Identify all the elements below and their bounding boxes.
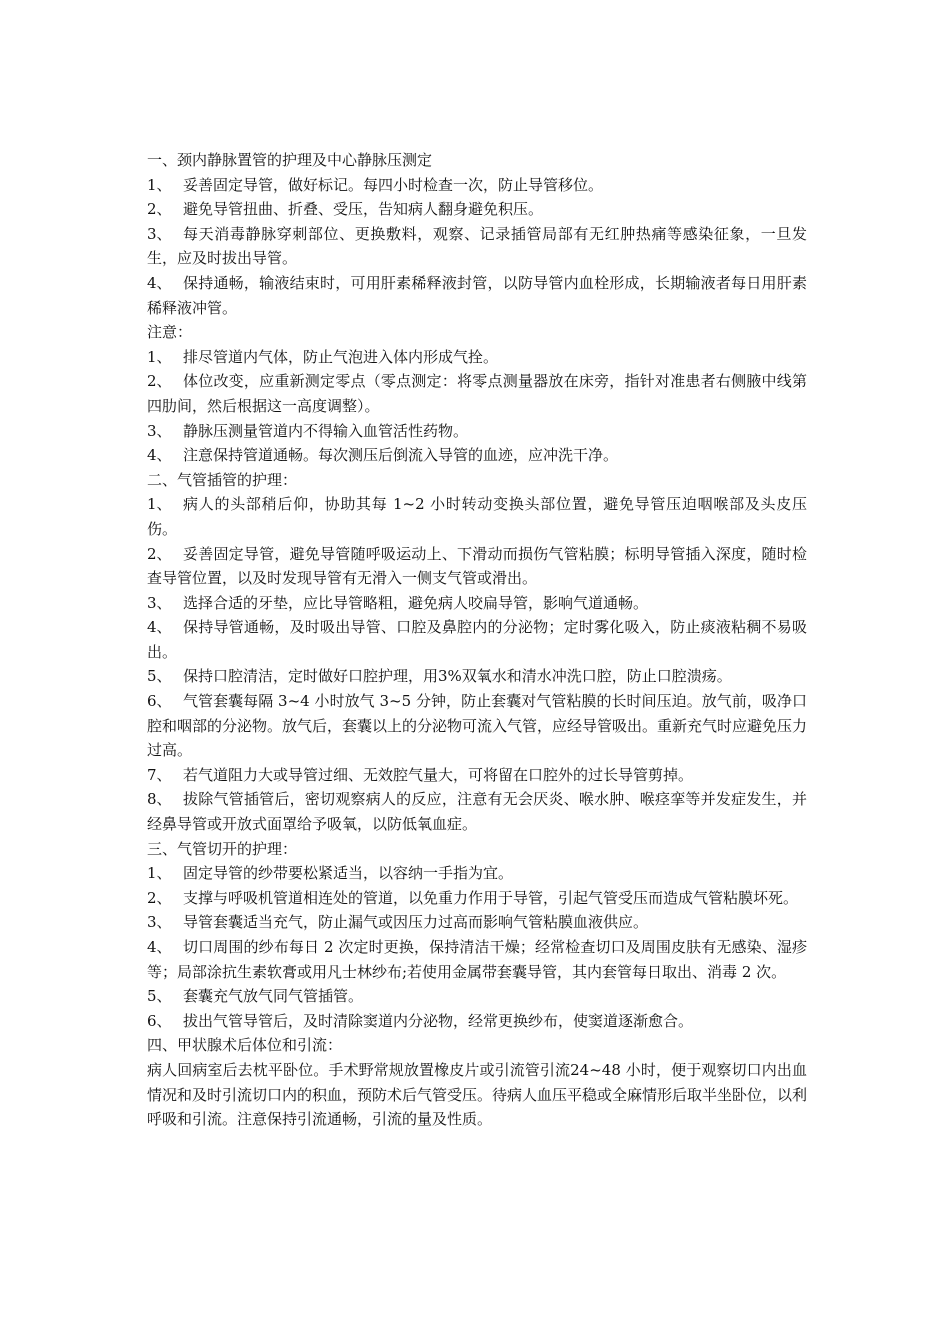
list-item [147, 443, 807, 468]
item-number: 1、 [147, 864, 172, 883]
item-text: 静脉压测量管道内不得输入血管活性药物。 [183, 421, 469, 440]
item-text: 切口周围的纱布每日 2 次定时更换，保持清洁干燥；经常检查切口及周围皮肤有无感染、湿疹等；局部涂抗生素软膏或用凡士林纱布;若使用金属带套囊导管，其内套管每日取出、消毒 2 次。 [147, 938, 807, 981]
item-number: 3、 [147, 593, 172, 612]
item-number: 4、 [147, 938, 172, 956]
item-number: 1、 [147, 347, 172, 366]
list-item [147, 173, 807, 198]
list-item [147, 222, 807, 271]
section-4-heading: 四、甲状腺术后体位和引流： [147, 1036, 343, 1055]
item-text: 妥善固定导管，做好标记。每四小时检查一次，防止导管移位。 [183, 175, 604, 194]
item-text: 支撑与呼吸机管道相连处的管道，以免重力作用于导管，引起气管受压而造成气管粘膜坏死。 [183, 888, 799, 907]
item-number: 5、 [147, 667, 172, 686]
item-number: 4、 [147, 446, 172, 465]
list-item [147, 910, 807, 935]
item-number: 4、 [147, 273, 172, 292]
list-item [147, 984, 807, 1009]
item-text: 选择合适的牙垫，应比导管略粗，避免病人咬扁导管，影响气道通畅。 [183, 593, 649, 612]
item-text: 排尽管道内气体，防止气泡进入体内形成气拴。 [183, 347, 499, 366]
list-item [147, 935, 807, 984]
note-heading: 注意： [147, 323, 193, 342]
item-number: 3、 [147, 224, 172, 243]
item-number: 8、 [147, 790, 172, 809]
list-item [147, 271, 807, 320]
item-number: 2、 [147, 372, 172, 391]
item-number: 2、 [147, 544, 172, 563]
section-4-paragraph: 病人回病室后去枕平卧位。手术野常规放置橡皮片或引流管引流24~48 小时，便于观察切口内出血情况和及时引流切口内的积血，预防术后气管受压。待病人血压平稳或全麻情形后取半坐卧位，以利呼吸和引流。注意保持引流通畅，引流的量及性质。 [147, 1060, 808, 1129]
item-number: 1、 [147, 175, 172, 194]
item-text: 体位改变，应重新测定零点（零点测定：将零点测量器放在床旁，指针对准患者右侧腋中线第四肋间，然后根据这一高度调整）。 [147, 372, 807, 415]
item-text: 若气道阻力大或导管过细、无效腔气量大，可将留在口腔外的过长导管剪掉。 [183, 765, 694, 784]
item-text: 拔出气管导管后，及时清除窦道内分泌物，经常更换纱布，使窦道逐渐愈合。 [183, 1011, 694, 1030]
item-number: 2、 [147, 200, 172, 219]
item-number: 5、 [147, 987, 172, 1006]
item-text: 注意保持管道通畅。每次测压后倒流入导管的血迹，应冲洗干净。 [183, 446, 619, 465]
item-text: 保持导管通畅，及时吸出导管、口腔及鼻腔内的分泌物；定时雾化吸入，防止痰液粘稠不易吸出。 [147, 618, 807, 661]
list-item [147, 542, 807, 591]
list-item [147, 861, 807, 886]
list-item [147, 1009, 807, 1034]
item-number: 3、 [147, 421, 172, 440]
document-body [147, 148, 807, 1132]
item-number: 4、 [147, 618, 172, 637]
item-number: 7、 [147, 765, 172, 784]
item-text: 保持通畅，输液结束时，可用肝素稀释液封管，以防导管内血栓形成，长期输液者每日用肝素稀释液冲管。 [147, 273, 807, 317]
item-text: 妥善固定导管，避免导管随呼吸运动上、下滑动而损伤气管粘膜；标明导管插入深度，随时检查导管位置，以及时发现导管有无滑入一侧支气管或滑出。 [147, 544, 807, 588]
item-text: 固定导管的纱带要松紧适当，以容纳一手指为宜。 [183, 864, 514, 883]
item-number: 2、 [147, 888, 172, 907]
list-item [147, 615, 807, 664]
list-item [147, 492, 807, 541]
list-item [147, 787, 807, 836]
item-text: 导管套囊适当充气，防止漏气或因压力过高而影响气管粘膜血液供应。 [183, 913, 649, 932]
list-item [147, 345, 807, 370]
section-1-heading: 一、颈内静脉置管的护理及中心静脉压测定 [147, 151, 433, 169]
list-item [147, 664, 807, 689]
item-text: 每天消毒静脉穿刺部位、更换敷料，观察、记录插管局部有无红肿热痛等感染征象，一旦发生，应及时拔出导管。 [147, 224, 807, 268]
list-item [147, 591, 807, 616]
item-text: 套囊充气放气同气管插管。 [183, 987, 364, 1006]
list-item [147, 689, 807, 763]
list-item [147, 197, 807, 222]
list-item [147, 419, 807, 444]
item-number: 1、 [147, 495, 172, 514]
item-number: 6、 [147, 692, 172, 711]
section-3-heading: 三、气管切开的护理： [147, 839, 298, 858]
item-text: 气管套囊每隔 3~4 小时放气 3~5 分钟，防止套囊对气管粘膜的长时间压迫。放气前，吸净口腔和咽部的分泌物。放气后，套囊以上的分泌物可流入气管，应经导管吸出。重新充气时应避免压力过高。 [147, 692, 808, 760]
item-number: 3、 [147, 913, 172, 932]
item-text: 避免导管扭曲、折叠、受压，告知病人翻身避免积压。 [183, 200, 544, 219]
item-number: 6、 [147, 1011, 172, 1030]
item-text: 病人的头部稍后仰，协助其每 1~2 小时转动变换头部位置，避免导管压迫咽喉部及头皮压伤。 [147, 495, 807, 538]
list-item [147, 369, 807, 418]
list-item [147, 886, 807, 911]
item-text: 保持口腔清洁，定时做好口腔护理，用3%双氧水和清水冲洗口腔，防止口腔溃疡。 [183, 667, 732, 686]
item-text: 拔除气管插管后，密切观察病人的反应，注意有无会厌炎、喉水肿、喉痉挛等并发症发生，并经鼻导管或开放式面罩给予吸氧，以防低氧血症。 [147, 790, 807, 834]
list-item [147, 763, 807, 788]
section-2-heading: 二、气管插管的护理： [147, 470, 298, 489]
